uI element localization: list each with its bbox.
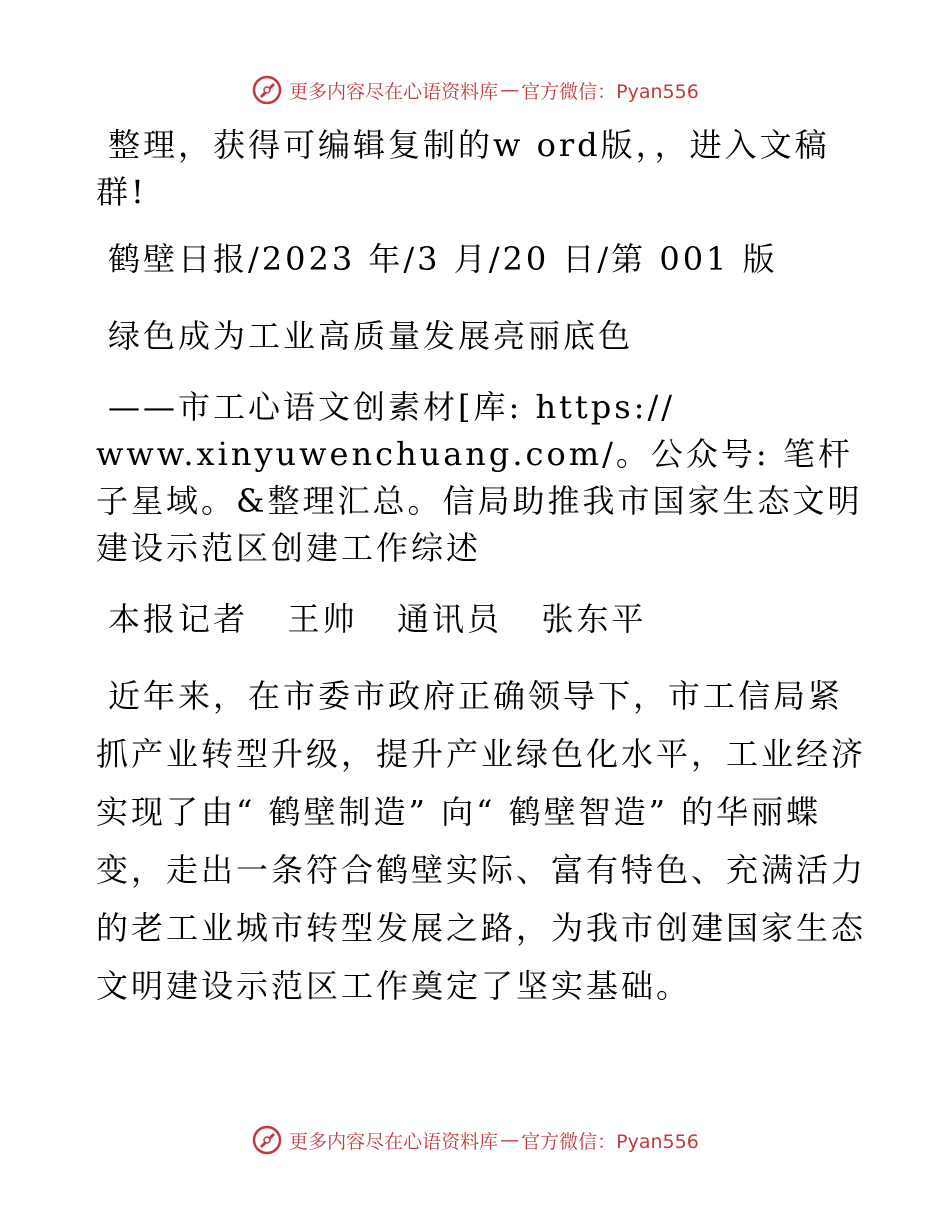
footer-watermark [0,1124,950,1156]
watermark-wechat: 官方微信：Pyan556 [521,1130,699,1153]
article-title: 绿色成为工业高质量发展亮丽底色 [108,317,634,355]
body-paragraph: 近年来，在市委市政府正确领导下，市工信局紧抓产业转型升级，提升产业绿色化水平，工业经济实现了由“ 鹤壁制造” 向“ 鹤壁智造” 的华丽蝶变，走出一条符合鹤壁实际、富有特色、充满活力的老工业城市转型发展之路，为我市创建国家生态文明建设示范区工作奠定了坚实基础。 [96,677,867,1005]
watermark-dash: — [500,79,520,101]
intro-paragraph: 整理，获得可编辑复制的w ord版，，进入文稿群! [96,126,830,211]
watermark-text: 更多内容尽在心语资料库 [289,1130,499,1153]
watermark-wechat: 官方微信：Pyan556 [521,80,699,103]
byline: 本报记者 王帅 通讯员 张东平 [108,600,647,638]
brand-logo-icon [251,74,283,106]
header-watermark [0,74,950,106]
brand-logo-icon [251,1124,283,1156]
document-body [96,122,866,1015]
watermark-text: 更多内容尽在心语资料库 [289,80,499,103]
article-subtitle: ——市工心语文创素材[库: https:// www.xinyuwenchuang.com/。公众号: 笔杆子星域。&整理汇总。信局助推我市国家生态文明建设示范区创建工作综述 [96,388,863,567]
watermark-dash: — [500,1129,520,1151]
dateline: 鹤壁日报/2023 年/3 月/20 日/第 001 版 [108,240,778,278]
